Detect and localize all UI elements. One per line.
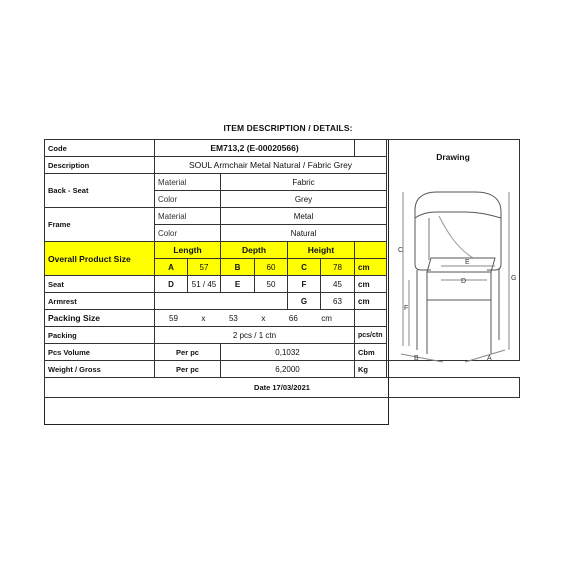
back-seat-material-value: Fabric	[221, 174, 387, 191]
weight-value: 6,2000	[221, 361, 355, 378]
volume-unit: Cbm	[355, 344, 387, 361]
seat-f-value: 45	[321, 276, 355, 293]
overall-b-value: 60	[255, 259, 288, 276]
dim-letter-a: A	[487, 355, 492, 362]
back-seat-material-label: Material	[155, 174, 221, 191]
armrest-g-letter: G	[288, 293, 321, 310]
packing-height: 66	[288, 313, 298, 323]
dim-letter-d: D	[461, 278, 467, 285]
back-seat-color-value: Grey	[221, 191, 387, 208]
drawing-title: Drawing	[436, 152, 470, 162]
description-value: SOUL Armchair Metal Natural / Fabric Grey	[155, 157, 387, 174]
packing-value: 2 pcs / 1 ctn	[155, 327, 355, 344]
armrest-unit: cm	[355, 293, 387, 310]
frame-material-value: Metal	[221, 208, 387, 225]
volume-value: 0,1032	[221, 344, 355, 361]
packing-width: 53	[228, 313, 238, 323]
overall-b-letter: B	[221, 259, 255, 276]
depth-label: Depth	[221, 242, 288, 259]
length-label: Length	[155, 242, 221, 259]
overall-size-label: Overall Product Size	[45, 242, 155, 276]
packing-size-label: Packing Size	[45, 310, 155, 327]
overall-a-value: 57	[188, 259, 221, 276]
overall-a-letter: A	[155, 259, 188, 276]
dim-letter-f: F	[404, 305, 409, 312]
code-label: Code	[45, 140, 155, 157]
dim-letter-b: B	[414, 355, 419, 362]
weight-label: Weight / Gross	[45, 361, 155, 378]
frame-color-label: Color	[155, 225, 221, 242]
row-weight	[45, 361, 520, 378]
row-code	[45, 140, 520, 157]
document-title: ITEM DESCRIPTION / DETAILS:	[223, 123, 353, 133]
frame-color-value: Natural	[221, 225, 387, 242]
packing-size-unit: cm	[321, 313, 332, 323]
frame-label: Frame	[45, 208, 155, 242]
weight-per: Per pc	[155, 361, 221, 378]
overall-c-value: 78	[321, 259, 355, 276]
chair-drawing	[387, 140, 520, 362]
seat-unit: cm	[355, 276, 387, 293]
seat-label: Seat	[45, 276, 155, 293]
seat-d-letter: D	[155, 276, 188, 293]
packing-unit: pcs/ctn	[355, 327, 387, 344]
spec-table	[44, 139, 520, 398]
packing-x2: x	[261, 313, 266, 323]
dim-letter-e: E	[465, 259, 470, 266]
height-label: Height	[288, 242, 355, 259]
volume-per: Per pc	[155, 344, 221, 361]
armrest-label: Armrest	[45, 293, 155, 310]
drawing-cell	[387, 140, 520, 361]
seat-e-letter: E	[221, 276, 255, 293]
seat-e-value: 50	[255, 276, 288, 293]
packing-length: 59	[169, 313, 178, 323]
description-label: Description	[45, 157, 155, 174]
seat-f-letter: F	[288, 276, 321, 293]
volume-label: Pcs Volume	[45, 344, 155, 361]
back-seat-color-label: Color	[155, 191, 221, 208]
packing-x1: x	[201, 313, 206, 323]
date-text: Date 17/03/2021	[45, 378, 520, 398]
packing-label: Packing	[45, 327, 155, 344]
seat-d-value: 51 / 45	[188, 276, 221, 293]
code-value: EM713,2 (E-00020566)	[155, 140, 355, 157]
frame-material-label: Material	[155, 208, 221, 225]
dim-letter-g: G	[511, 275, 517, 282]
weight-unit: Kg	[355, 361, 387, 378]
overall-unit: cm	[355, 259, 387, 276]
back-seat-label: Back - Seat	[45, 174, 155, 208]
dim-letter-c: C	[398, 247, 404, 254]
armrest-g-value: 63	[321, 293, 355, 310]
row-date	[45, 378, 520, 398]
overall-c-letter: C	[288, 259, 321, 276]
